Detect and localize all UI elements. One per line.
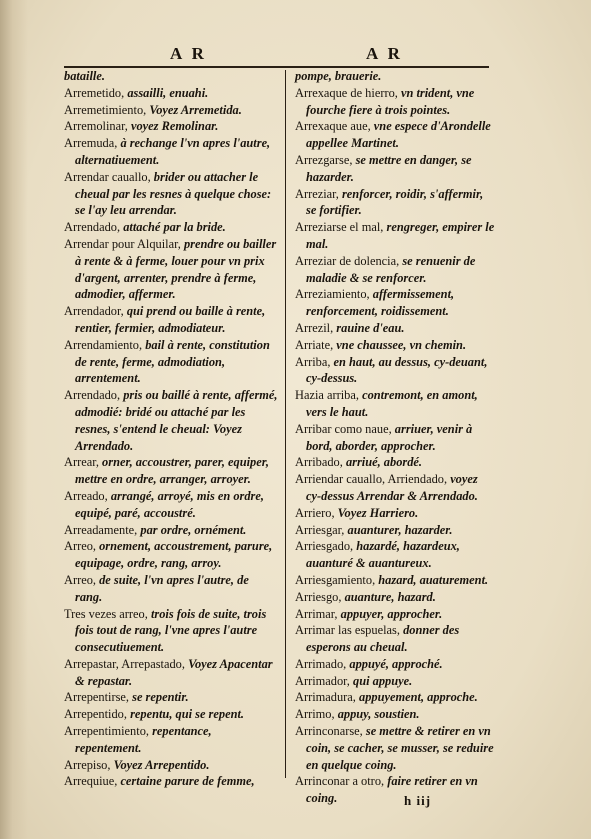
dictionary-entry — [64, 522, 278, 539]
column-divider — [285, 70, 286, 778]
headword: Arreziamiento, — [295, 287, 370, 302]
headword: Arrimar las espuelas, — [295, 623, 400, 638]
definition: arriuer, venir à bord, aborder, approcher. — [306, 421, 473, 453]
headword: Arrepastar, Arrepastado, — [64, 656, 185, 671]
dictionary-entry — [295, 471, 495, 505]
headword: Arreado, — [64, 488, 108, 503]
signature-mark: h iij — [404, 793, 432, 808]
definition: qui appuye. — [353, 673, 413, 688]
dictionary-entry — [295, 656, 495, 673]
headword: Arrendado, — [64, 388, 121, 403]
dictionary-entry — [295, 253, 495, 287]
definition: rengreger, empirer le mal. — [306, 220, 495, 251]
dictionary-entry — [64, 236, 278, 303]
dictionary-entry — [64, 656, 278, 690]
headword: Arrepiso, — [64, 757, 111, 772]
dictionary-entry — [295, 186, 495, 220]
dictionary-entry — [295, 219, 495, 253]
definition: assailli, enuahi. — [127, 85, 209, 100]
dictionary-entry — [295, 505, 495, 522]
headword: Arrepentido, — [64, 707, 127, 722]
headword: Arrimador, — [295, 673, 350, 688]
dictionary-entry — [295, 522, 495, 539]
definition: hazard, auaturement. — [378, 572, 489, 587]
dictionary-entry — [295, 421, 495, 455]
definition: prendre ou bailler à rente & à ferme, louer pour vn prix d'argent, arrenter, prendre à ferme, admodier, affermer. — [75, 236, 277, 302]
dictionary-entry — [295, 68, 495, 85]
definition: à rechange l'vn apres l'autre, alternatiuement. — [75, 136, 271, 167]
headword: Arrepentimiento, — [64, 724, 149, 739]
definition: pompe, brauerie. — [295, 69, 382, 83]
dictionary-entry — [295, 622, 495, 656]
definition: pris ou baillé à rente, affermé, admodié: bridé ou attaché par les resnes, s'entend le cheual: Voyez Arrendado. — [75, 388, 278, 453]
headword: Arrimado, — [295, 656, 347, 671]
definition: appuyement, approche. — [359, 690, 478, 705]
headword: Hazia arriba, — [295, 388, 359, 403]
definition: se mettre en danger, se hazarder. — [306, 152, 472, 184]
definition: bail à rente, constitution de rente, ferme, admodiation, arrentement. — [75, 337, 270, 386]
definition: hazardé, hazardeux, auanturé & auantureux. — [306, 539, 460, 571]
headword: Arrendador, — [64, 304, 124, 319]
headword: Arriesgamiento, — [295, 572, 376, 587]
dictionary-entry — [295, 152, 495, 186]
definition: par ordre, ornément. — [140, 522, 247, 537]
headword: Arremetimiento, — [64, 102, 147, 117]
definition: rauine d'eau. — [336, 320, 405, 335]
headword: Arremetido, — [64, 85, 125, 100]
headword: Arrendamiento, — [64, 337, 143, 352]
headword: Arrinconarse, — [295, 724, 363, 739]
dictionary-entry — [295, 773, 495, 807]
headword: Arrequiue, — [64, 774, 118, 789]
dictionary-entry — [295, 706, 495, 723]
dictionary-entry — [64, 706, 278, 723]
headword: Arreziar, — [295, 186, 339, 201]
definition: auanture, hazard. — [344, 589, 436, 604]
dictionary-entry — [64, 102, 278, 119]
definition: se renuenir de maladie & se renforcer. — [306, 253, 476, 285]
left-column — [64, 68, 278, 790]
definition: Voyez Arrepentido. — [113, 757, 210, 772]
headword: Arrendado, — [64, 220, 121, 235]
definition: attaché par la bride. — [123, 220, 226, 235]
definition: repentu, qui se repent. — [130, 707, 245, 722]
dictionary-entry — [295, 572, 495, 589]
dictionary-entry — [64, 337, 278, 387]
headword: Arreo, — [64, 539, 96, 554]
dictionary-entry — [64, 303, 278, 337]
headword: Arrinconar a otro, — [295, 774, 385, 789]
dictionary-entry — [295, 337, 495, 354]
dictionary-entry — [295, 454, 495, 471]
definition: repentance, repentement. — [75, 724, 212, 755]
dictionary-entry — [295, 538, 495, 572]
definition: appuyer, approcher. — [340, 606, 443, 621]
definition: en haut, au dessus, cy-deuant, cy-dessus. — [306, 354, 488, 386]
definition: affermissement, renforcement, roidissement. — [306, 287, 455, 319]
definition: voyez cy-dessus Arrendar & Arrendado. — [306, 472, 478, 503]
definition: vne espece d'Arondelle appellee Martinet. — [306, 119, 491, 151]
headword: Arriesgar, — [295, 522, 345, 537]
definition: donner des esperons au cheual. — [306, 623, 460, 655]
headword: Arriba, — [295, 354, 331, 369]
dictionary-entry — [64, 689, 278, 706]
definition: vne chaussee, vn chemin. — [336, 337, 467, 352]
headword: Arrendar cauallo, — [64, 169, 151, 184]
dictionary-entry — [295, 286, 495, 320]
definition: Voyez Harriero. — [337, 505, 419, 520]
dictionary-entry — [64, 169, 278, 219]
headword: Arriendar cauallo, Arriendado, — [295, 472, 448, 487]
definition: faire retirer en vn coing. — [306, 774, 478, 806]
page-gutter — [0, 0, 28, 839]
running-head-left: A R — [170, 44, 207, 63]
definition: auanturer, hazarder. — [347, 522, 453, 537]
dictionary-entry — [295, 118, 495, 152]
definition: se repentir. — [132, 690, 189, 705]
headword: Arrimo, — [295, 707, 335, 722]
dictionary-entry — [295, 689, 495, 706]
definition: orner, accoustrer, parer, equiper, mettre en ordre, arranger, arroyer. — [75, 455, 269, 487]
dictionary-entry — [64, 68, 278, 85]
headword: Arrezil, — [295, 320, 334, 335]
headword: Arreziar de dolencia, — [295, 253, 400, 268]
headword: Arribado, — [295, 455, 343, 470]
definition: voyez Remolinar. — [130, 119, 219, 134]
dictionary-entry — [64, 488, 278, 522]
dictionary-entry — [64, 387, 278, 454]
headword: Arrepentirse, — [64, 690, 130, 705]
dictionary-entry — [64, 757, 278, 774]
dictionary-entry — [295, 387, 495, 421]
headword: Arriesgo, — [295, 589, 342, 604]
headword: Arreo, — [64, 572, 96, 587]
headword: Arrear, — [64, 455, 99, 470]
definition: appuyé, approché. — [349, 656, 443, 671]
definition: bataille. — [64, 69, 105, 83]
headword: Arrexaque de hierro, — [295, 85, 398, 100]
definition: certaine parure de femme, — [120, 774, 255, 789]
dictionary-entry — [64, 219, 278, 236]
definition: Voyez Arremetida. — [149, 102, 242, 117]
definition: de suite, l'vn apres l'autre, de rang. — [75, 572, 249, 604]
definition: ornement, accoustrement, parure, equipage, ordre, rang, arroy. — [75, 539, 273, 571]
definition: Voyez Apacentar & repastar. — [75, 656, 273, 688]
headword: Arrezgarse, — [295, 152, 353, 167]
headword: Arriero, — [295, 505, 335, 520]
headword: Arribar como naue, — [295, 421, 392, 436]
dictionary-entry — [295, 606, 495, 623]
headword: Arrexaque aue, — [295, 119, 371, 134]
dictionary-entry — [295, 354, 495, 388]
dictionary-entry — [64, 606, 278, 656]
headword: Arrimadura, — [295, 690, 356, 705]
dictionary-entry — [64, 572, 278, 606]
definition: trois fois de suite, trois fois tout de rang, l'vne apres l'autre consecutiuement. — [75, 606, 267, 655]
headword: Tres vezes arreo, — [64, 606, 148, 621]
dictionary-entry — [64, 723, 278, 757]
dictionary-entry — [64, 118, 278, 135]
definition: vn trident, vne fourche fiere à trois pointes. — [306, 85, 475, 117]
definition: contremont, en amont, vers le haut. — [306, 388, 478, 419]
definition: arriué, abordé. — [345, 455, 423, 470]
headword: Arremolinar, — [64, 119, 128, 134]
headword: Arreadamente, — [64, 522, 138, 537]
definition: appuy, soustien. — [337, 707, 420, 722]
dictionary-entry — [64, 135, 278, 169]
dictionary-entry — [295, 85, 495, 119]
headword: Arremuda, — [64, 136, 118, 151]
dictionary-entry — [295, 589, 495, 606]
definition: renforcer, roidir, s'affermir, se fortifier. — [306, 186, 484, 218]
definition: brider ou attacher le cheual par les resnes à quelque chose: se l'ay leu arrendar. — [75, 169, 272, 218]
definition: qui prend ou baille à rente, rentier, fermier, admodiateur. — [75, 304, 266, 335]
dictionary-entry — [295, 320, 495, 337]
definition: arrangé, arroyé, mis en ordre, equipé, paré, accoustré. — [75, 488, 264, 520]
definition: se mettre & retirer en vn coin, se cacher, se musser, se reduire en quelque coing. — [306, 724, 494, 772]
running-head-right: A R — [366, 44, 403, 63]
dictionary-entry — [295, 673, 495, 690]
headword: Arreziarse el mal, — [295, 220, 384, 235]
dictionary-entry — [64, 773, 278, 790]
headword: Arriate, — [295, 337, 334, 352]
dictionary-entry — [295, 723, 495, 773]
dictionary-entry — [64, 538, 278, 572]
headword: Arriesgado, — [295, 539, 354, 554]
dictionary-entry — [64, 454, 278, 488]
headword: Arrimar, — [295, 606, 338, 621]
right-column — [295, 68, 495, 807]
headword: Arrendar pour Alquilar, — [64, 236, 181, 251]
dictionary-entry — [64, 85, 278, 102]
